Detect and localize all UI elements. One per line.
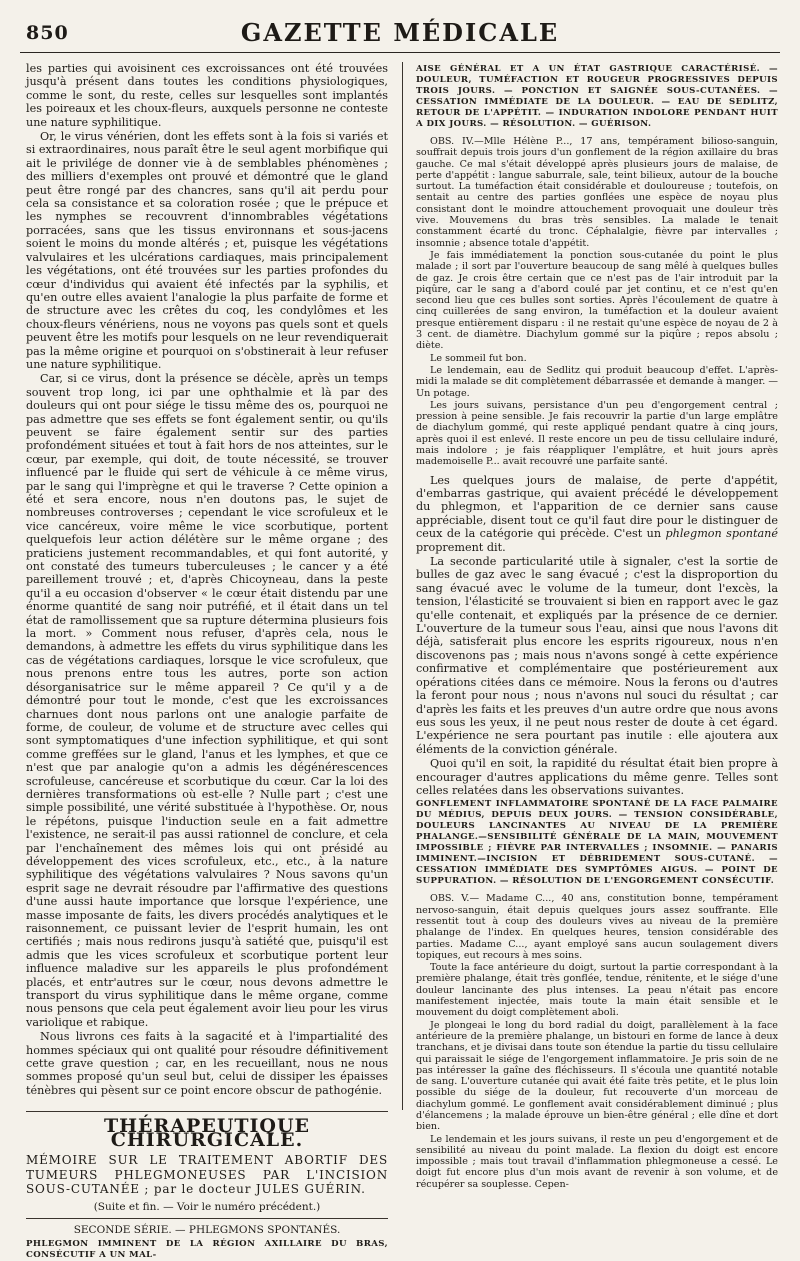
paragraph [416,474,778,554]
section-title: THÉRAPEUTIQUE CHIRURGICALE. [26,1111,388,1147]
paragraph: les parties qui avoisinent ces excroissances ont été trouvées jusqu'à présent dans toutes les conditions physiologiques, comme le sont, du reste, celles sur lesquelles sont implantés les poireaux et les choux-fleurs, auxquels personne ne conteste une nature syphilitique. [26,62,388,129]
observation-label: OBS. IV. [430,136,475,147]
paragraph: Car, si ce virus, dont la présence se décèle, après un temps souvent trop long, ici par une ophthalmie et là par des douleurs qui ont pour siége le tissu même des os, pourquoi ne pas admettre que ses effets se font également sentir, ou qu'ils peuvent se faire également sentir sur des parties profondément situées et tout à fait hors de nos atteintes, sur le cœur, par exemple, qui doit, de toute nécessité, se trouver influencé par le fluide qui sert de véhicule à ce même virus, par le sang qui l'imprègne et qui le traverse ? Cette opinion a été et sera encore, nous n'en doutons pas, le sujet de nombreuses controverses ; cependant le vice scrofuleux et le vice cancéreux, voire même le vice scorbutique, portent quelquefois leur action délétère sur le même organe ; des praticiens justement recommandables, et qui font autorité, y ont constaté des tumeurs tuberculeuses ; le cancer y a été pareillement trouvé ; et, d'après Chicoyneau, dans la peste qu'il a eu occasion d'observer « le cœur était distendu par une énorme quantité de sang noir putréfié, et il était dans un tel état de ramollissement que sa rupture détermina plusieurs fois la mort. » Comment nous refuser, d'après cela, nous le demandons, à admettre les effets du virus syphilitique dans les cas de végétations cardiaques, lorsque le vice scrofuleux, que nous prenons entre tous les autres, porte son action désorganisatrice sur le même appareil ? Ce qu'il y a de démontré pour tout le monde, c'est que les excroissances charnues dont nous parlons ont une analogie parfaite de forme, de couleur, de volume et de structure avec celles qui sont symptomatiques d'une infection syphilitique, et qui sont comme greffées sur le gland, l'anus et les lymphes, et que ce n'est que par analogie qu'on a admis les dégénérescences scrofuleuse, cancéreuse et scorbutique du cœur. Car la loi des dernières transformations où est-elle ? Nulle part ; c'est une simple possibilité, une vérité substituée à l'hypothèse. Or, nous le répétons, puisque l'induction seule en a fait admettre l'existence, ne serait-il pas aussi rationnel de conclure, et cela par l'enchaînement des mêmes lois qui ont présidé au développement des vices scrofuleux, etc., etc., à la nature syphilitique des végétations valvulaires ? Nous savons qu'un esprit sage ne devrait résoudre par l'affirmative des questions d'une aussi haute importance que lorsque l'expérience, une masse imposante de faits, les divers procédés analytiques et le raisonnement, ce puissant levier de l'esprit humain, les ont certifiés ; mais nous redirons jusqu'à satiété que, puisqu'il est admis que les vices scrofuleux et scorbutique portent leur influence maladive sur les appareils le plus profondément placés, et entr'autres sur le cœur, nous devons admettre le transport du virus syphilitique dans le même organe, comme nous pensons que cela peut également avoir lieu pour les virus variolique et rabique. [26,372,388,1029]
text: Les quelques jours de malaise, de perte d'appétit, d'embarras gastrique, qui avaient précédé le développement du phlegmon, et l'apparition de ce dernier sans cause appréciable, disent tout ce qu'il faut dire pour le distinguer de ceux de la catégorie qui précède. C'est un [416,473,778,541]
page-header [20,12,780,53]
page-number: 850 [26,22,69,44]
paragraph: Toute la face antérieure du doigt, surtout la partie correspondant à la première phalange, était très gonflée, tendue, rénitente, et le siége d'une douleur lancinante des plus intenses. La peau n'était pas encore manifestement injectée, mais toute la main était sensible et le mouvement du doigt complètement aboli. [416,962,778,1019]
paragraph: Or, le virus vénérien, dont les effets sont à la fois si variés et si extraordinaires, nous paraît être le seul agent morbifique qui ait le privilége de donner vie à de semblables phénomènes ; des milliers d'exemples ont prouvé et démontré que le gland peut être rongé par des chancres, sans qu'il ait perdu pour cela sa consistance et sa coloration rosée ; que le prépuce et les nymphes se recouvrent d'innombrables végétations porracées, sans que les tissus environnans et sous-jacens soient le moins du monde altérés ; et, puisque les végétations valvulaires et les ulcérations cardiaques, mais principalement les végétations, ont été trouvées sur les parties profondes du cœur d'individus qui avaient été infectés par la syphilis, et qu'en outre elles avaient l'analogie la plus parfaite de forme et de structure avec les crêtes du coq, les condylômes et les choux-fleurs vénériens, nous ne voyons pas quels sont et quels peuvent être les motifs pour lesquels on ne leur revendiquerait pas la même origine et pourquoi on s'obstinerait à leur refuser une nature syphilitique. [26,130,388,371]
paragraph: Les jours suivans, persistance d'un peu d'engorgement central ; pression à peine sensible. Je fais recouvrir la partie d'un large emplâtre de diachylum gommé, qui reste appliqué pendant quatre à cinq jours, après quoi il est enlevé. Il reste encore un peu de tissu cellulaire induré, mais indolore ; je fais réappliquer l'emplâtre, et huit jours après mademoiselle P... avait recouvré une parfaite santé. [416,399,778,468]
italic-term: phlegmon spontané [665,527,778,541]
paragraph: Je fais immédiatement la ponction sous-cutanée du point le plus malade ; il sort par l'ouverture beaucoup de sang mêlé à quelques bulles de gaz. Je crois être certain que ce n'est pas de l'air introduit par la piqûre, car le sang a d'abord coulé par jet continu, et ce n'est qu'en second lieu que ces bulles sont sorties. Après l'écoulement de quatre à cinq cuillerées de sang environ, la tuméfaction et la douleur avaient presque entièrement disparu : il ne restait qu'une espèce de noyau de 2 à 3 cent. de diamètre. Diachylum gommé sur la piqûre ; repos absolu ; diète. [416,249,778,352]
paragraph: Le sommeil fut bon. [430,352,527,364]
case-heading: GONFLEMENT INFLAMMATOIRE SPONTANÉ DE LA FACE PALMAIRE DU MÉDIUS, DEPUIS DEUX JOURS. — TENSION CONSIDÉRABLE, DOULEURS LANCINANTES AU NIVEAU DE LA PREMIÈRE PHALANGE.—SENSIBILITÉ GÉNÉRALE DE LA MAIN, MOUVEMENT IMPOSSIBLE ; FIÈVRE PAR INTERVALLES ; INSOMNIE. — PANARIS IMMINENT.—INCISION ET DÉBRIDEMENT SOUS-CUTANÉ. — CESSATION IMMÉDIATE DES SYMPTÔMES AIGUS. — POINT DE SUPPURATION. — RÉSOLUTION DE L'ENGORGEMENT CONSÉCUTIF. [416,799,778,887]
divider [26,1218,388,1219]
observation-label: OBS. V. [430,893,470,905]
masthead-title: GAZETTE MÉDICALE [240,18,560,47]
observation-4 [416,136,778,249]
memoir-title: MÉMOIRE SUR LE TRAITEMENT ABORTIF DES TUMEURS PHLEGMONEUSES PAR L'INCISION SOUS-CUTANÉE ; par le docteur JULES GUÉRIN. [26,1153,388,1197]
column-divider [402,62,403,1110]
paragraph: Le lendemain et les jours suivans, il reste un peu d'engorgement et de sensibilité au niveau du point malade. La flexion du doigt est encore impossible ; mais tout travail d'inflammation phlegmoneuse a cessé. Le doigt fut encore plus d'un mois avant de revenir à son volume, et de récupérer sa souplesse. Cepen- [416,1133,778,1190]
series-heading: SECONDE SÉRIE. — PHLEGMONS SPONTANÉS. [73,1224,341,1236]
paragraph: Nous livrons ces faits à la sagacité et à l'impartialité des hommes spéciaux qui ont qualité pour résoudre définitivement cette grave question ; car, en les recueillant, nous ne nous sommes proposé qu'un seul but, celui de dissiper les épaisses ténèbres qui pèsent sur ce point encore obscur de pathogénie. [26,1030,388,1097]
text: proprement dit. [416,540,506,554]
paragraph: La seconde particularité utile à signaler, c'est la sortie de bulles de gaz avec le sang évacué ; c'est la disproportion du sang évacué avec le volume de la tumeur, dont l'excès, la tension, l'élasticité se trouvaient si bien en rapport avec le gaz qu'elle contenait, et expliqués par la présence de ce dernier. L'ouverture de la tumeur sous l'eau, ainsi que nous l'avons dit déjà, satisferait plus encore les esprits rigoureux, nous n'en discovenons pas ; mais nous n'avons songé à cette expérience confirmative et complémentaire que postérieurement aux opérations citées dans ce mémoire. Nous la ferons ou d'autres la feront pour nous ; nous n'avons nul souci du résultat ; car d'après les faits et les preuves d'un autre ordre que nous avons eus sous les yeux, il ne peut nous rester de doute à cet égard. L'expérience ne sera pourtant pas inutile : elle ajoutera aux éléments de la conviction générale. [416,555,778,756]
observation-text: — Madame C..., 40 ans, constitution bonne, tempérament nervoso-sanguin, était depuis quelques jours assez souffrante. Elle ressentit tout à coup des douleurs vives au niveau de la première phalange de l'index. En quelques heures, tension considérable des parties. Madame C..., ayant employé sans aucun soulagement divers topiques, eut recours à mes soins. [416,893,778,961]
observation-text: —Mlle Hélène P..., 17 ans, tempérament bilioso-sanguin, souffrait depuis trois jours d'un gonflement de la région axillaire du bras gauche. Ce mal s'était développé après plusieurs jours de malaise, de perte d'appétit : langue saburrale, sale, teint bilieux, autour de la bouche surtout. La tuméfaction était considérable et douloureuse ; toutefois, on sentait au centre des parties gonflées une espèce de noyau plus consistant dont le moindre attouchement provoquait une douleur très vive. Mouvemens du bras très sensibles. La malade le tenait constamment écarté du tronc. Céphalalgie, fièvre par intervalles ; insomnie ; absence totale d'appétit. [416,136,778,249]
observation-5 [416,893,778,961]
paragraph: Le lendemain, eau de Sedlitz qui produit beaucoup d'effet. L'après-midi la malade se dit complètement débarrassée et demande à manger. — Un potage. [416,364,778,399]
left-column [26,62,388,1261]
case-heading-continued: AISE GÉNÉRAL ET A UN ÉTAT GASTRIQUE CARACTÉRISÉ. — DOULEUR, TUMÉFACTION ET ROUGEUR PROGRESSIVES DEPUIS TROIS JOURS. — PONCTION ET SAIGNÉE SOUS-CUTANÉES. — CESSATION IMMÉDIATE DE LA DOULEUR. — EAU DE SEDLITZ, RETOUR DE L'APPÉTIT. — INDURATION INDOLORE PENDANT HUIT A DIX JOURS. — RÉSOLUTION. — GUÉRISON. [416,64,778,129]
right-column [416,62,778,1190]
case-heading: PHLEGMON IMMINENT DE LA RÉGION AXILLAIRE DU BRAS, CONSÉCUTIF A UN MAL- [26,1239,388,1261]
paragraph: Je plongeai le long du bord radial du doigt, parallèlement à la face antérieure de la première phalange, un bistouri en forme de lance à deux tranchans, et je divisai dans toute son étendue la partie du tissu cellulaire qui paraissait le siége de l'engorgement inflammatoire. Je pris soin de ne pas intéresser la gaîne des fléchisseurs. Il s'écoula une quantité notable de sang. L'ouverture cutanée qui avait été faite très petite, et le plus loin possible du siége de la douleur, fut recouverte d'un morceau de diachylum gommé. Le gonflement avait considérablement diminué ; plus d'élancemens ; la malade éprouve un bien-être général ; elle dîne et dort bien. [416,1019,778,1133]
paragraph: Quoi qu'il en soit, la rapidité du résultat était bien propre à encourager d'autres applications du même genre. Telles sont celles relatées dans les observations suivantes. [416,757,778,797]
continued-note: (Suite et fin. — Voir le numéro précédent.) [93,1200,321,1213]
